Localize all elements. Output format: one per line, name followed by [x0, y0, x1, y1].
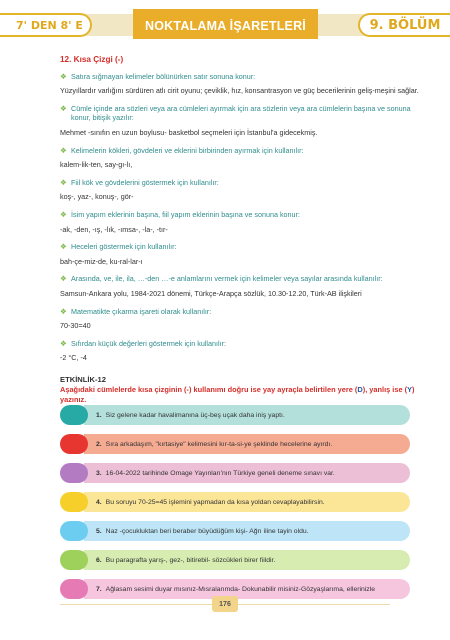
item-number: 1.: [96, 411, 102, 419]
rule-item: [60, 274, 422, 284]
answer-box[interactable]: [60, 463, 88, 483]
rule-text: Kelimelerin kökleri, gövdeleri ve eklerini birbirinden ayırmak için kullanılır:: [71, 145, 304, 155]
item-sentence: [96, 499, 325, 506]
answer-box[interactable]: [60, 550, 88, 570]
rule-item: [60, 339, 422, 349]
activity-instructions: [60, 385, 422, 405]
item-number: 7.: [96, 585, 102, 593]
activity-title: ETKİNLİK-12: [60, 374, 106, 384]
true-letter: D: [357, 385, 363, 395]
item-text: Siz gelene kadar havalimanına üç-beş uçak daha iniş yaptı.: [105, 411, 285, 419]
rule-item: [60, 104, 422, 123]
rule-item: [60, 72, 422, 82]
item-sentence: [96, 412, 285, 419]
item-number: 4.: [96, 498, 102, 506]
item-sentence: [96, 557, 275, 564]
instruction-text: ) yazınız.: [60, 385, 415, 405]
answer-box[interactable]: [60, 405, 88, 425]
item-sentence: [96, 528, 309, 535]
item-text: Naz -çocukluktan beri beraber büyüdüğüm kişi- Ağrı iline tayin oldu.: [105, 527, 309, 535]
diamond-bullet-icon: ❖: [60, 71, 67, 81]
grade-label: 7' DEN 8' E: [0, 13, 92, 37]
diamond-bullet-icon: ❖: [60, 103, 67, 113]
diamond-bullet-icon: ❖: [60, 177, 67, 187]
page-header: [0, 0, 450, 40]
rule-text: Matematikte çıkarma işareti olarak kullanılır:: [71, 306, 212, 316]
rule-text: Cümle içinde ara sözleri veya ara cümleleri ayırmak için ara sözlerin veya ara cümlelerin başına ve sonuna konur, bitişik yazılır:: [71, 103, 411, 123]
item-sentence: [96, 586, 375, 593]
activity-item: [60, 405, 410, 425]
rule-item: [60, 242, 422, 252]
rule-example: Mehmet -sınıfın en uzun boylusu- basketbol seçmeleri için İstanbul'a gidecekmiş.: [60, 127, 318, 137]
instruction-text: Aşağıdaki cümlelerde kısa çizginin (-) kullanımı doğru ise yay ayraçla belirtilen yere (: [60, 385, 358, 395]
item-text: 16-04-2022 tarihinde Omage Yayınları'nın Türkiye geneli deneme sınavı var.: [105, 469, 335, 477]
activity-item: [60, 463, 410, 483]
activity-item: [60, 521, 410, 541]
lesson-content: [60, 55, 422, 405]
answer-box[interactable]: [60, 579, 88, 599]
activity-items: [60, 405, 410, 608]
activity-item: [60, 550, 410, 570]
instruction-text: ), yanlış ise (: [362, 385, 408, 395]
diamond-bullet-icon: ❖: [60, 145, 67, 155]
rule-example: Yüzyıllardır varlığını sürdüren atlı cirit oyunu; çeviklik, hız, konsantrasyon ve güç becerilerinin geliş-meşini sağlar.: [60, 86, 419, 96]
item-number: 6.: [96, 556, 102, 564]
rule-example: -ak, -den, -ış, -lık, -ımsa-, -la-, -tır-: [60, 224, 168, 234]
item-number: 2.: [96, 440, 102, 448]
item-sentence: [96, 441, 332, 448]
diamond-bullet-icon: ❖: [60, 274, 67, 284]
page-number: 176: [212, 596, 238, 612]
item-sentence: [96, 470, 335, 477]
false-letter: Y: [407, 385, 413, 395]
diamond-bullet-icon: ❖: [60, 209, 67, 219]
item-text: Bu paragrafta yarış-, gez-, bitirebil- sözcükleri birer fiildir.: [105, 556, 276, 564]
rule-example: 70-30=40: [60, 321, 91, 331]
section-title: 12. Kısa Çizgi (-): [60, 55, 124, 64]
item-text: Sıra arkadaşım, "kırtasiye" kelimesini kır-ta-si-ye şeklinde hecelerine ayırdı.: [105, 440, 333, 448]
rule-item: [60, 307, 422, 317]
item-number: 3.: [96, 469, 102, 477]
topic-title: NOKTALAMA İŞARETLERİ: [133, 9, 318, 39]
rule-text: İsim yapım eklerinin başına, fiil yapım eklerinin başına ve sonuna konur:: [71, 209, 300, 219]
rule-item: [60, 178, 422, 188]
item-text: Bu soruyu 70-25=45 işlemini yapmadan da kısa yoldan cevaplayabilirsin.: [105, 498, 325, 506]
answer-box[interactable]: [60, 521, 88, 541]
rule-example: Samsun-Ankara yolu, 1984-2021 dönemi, Türkçe-Arapça sözlük, 10.30-12.20, Türk-AB ilişkileri: [60, 288, 362, 298]
diamond-bullet-icon: ❖: [60, 338, 67, 348]
rule-example: bah-çe-miz-de, ku-ral-lar-ı: [60, 256, 143, 266]
rule-example: kalem-lik-ten, say-gı-lı,: [60, 160, 133, 170]
diamond-bullet-icon: ❖: [60, 306, 67, 316]
chapter-label: 9. BÖLÜM: [358, 13, 450, 37]
item-number: 5.: [96, 527, 102, 535]
rule-item: [60, 146, 422, 156]
answer-box[interactable]: [60, 492, 88, 512]
answer-box[interactable]: [60, 434, 88, 454]
item-text: Ağlasam sesimi duyar mısınız-Mısralarımda- Dokunabilir misiniz-Gözyaşlarıma, ellerinizle: [105, 585, 375, 593]
diamond-bullet-icon: ❖: [60, 242, 67, 252]
rule-text: Sıfırdan küçük değerleri göstermek için kullanılır:: [71, 338, 226, 348]
rule-text: Heceleri göstermek için kullanılır:: [71, 242, 177, 252]
rule-text: Fiil kök ve gövdelerini göstermek için kullanılır:: [71, 177, 219, 187]
rule-text: Arasında, ve, ile, ila, …-den …-e anlamlarını vermek için kelimeler veya sayılar arasında kullanılır:: [71, 274, 383, 284]
rule-example: koş-, yaz-, konuş-, gör-: [60, 192, 134, 202]
rule-item: [60, 210, 422, 220]
activity-item: [60, 434, 410, 454]
rule-example: -2 °C, -4: [60, 353, 87, 363]
activity-item: [60, 492, 410, 512]
rule-text: Satıra sığmayan kelimeler bölünürken satır sonuna konur:: [71, 71, 256, 81]
